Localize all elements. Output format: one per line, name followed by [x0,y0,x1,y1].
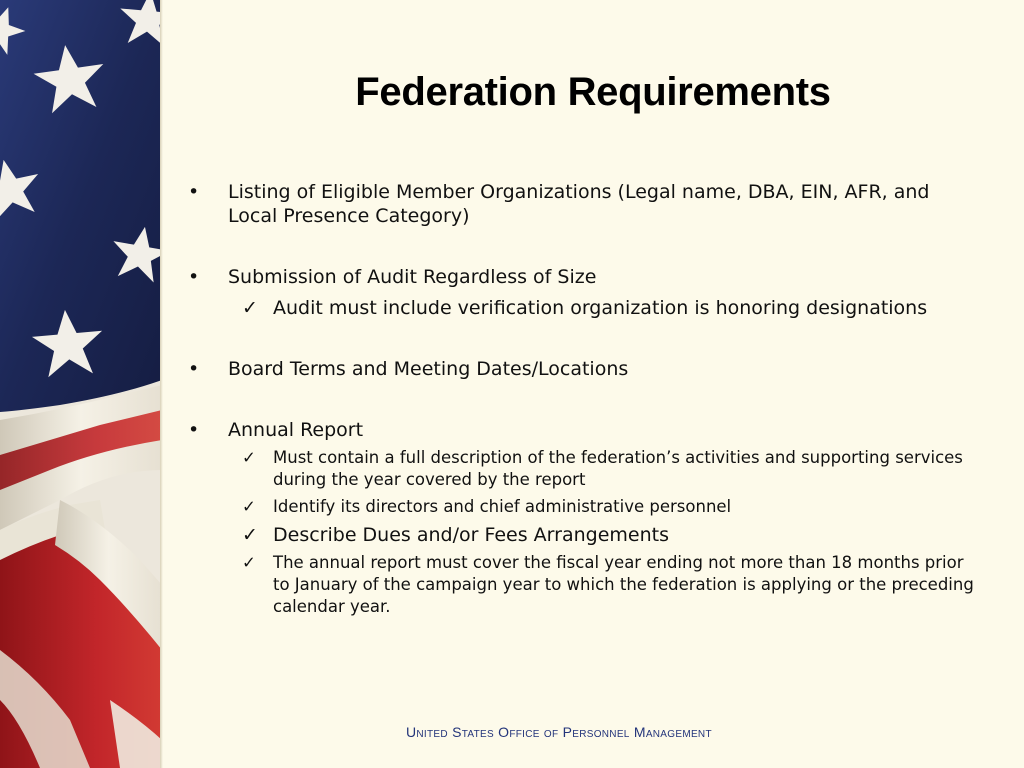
bullet-item [188,357,978,381]
checkmark-icon: ✓ [242,524,258,546]
bullet-text: Board Terms and Meeting Dates/Locations [228,358,629,380]
bullet-marker: • [188,419,200,441]
sub-item-text: Describe Dues and/or Fees Arrangements [273,524,669,546]
sub-item [188,552,978,618]
sub-item-text: The annual report must cover the fiscal year ending not more than 18 months prior to January of the campaign year to which the federation is applying or the preceding calendar year. [273,553,974,616]
sub-item [188,496,978,518]
checkmark-icon: ✓ [242,448,256,467]
bullet-item [188,180,978,228]
bullet-marker: • [188,266,200,288]
bullet-marker: • [188,181,200,203]
sub-item-text: Identify its directors and chief administrative personnel [273,497,732,516]
panel-divider [160,0,163,768]
bullet-item [188,418,978,442]
sub-item-text: Must contain a full description of the federation’s activities and supporting services during the year covered by the report [273,448,963,489]
checkmark-icon: ✓ [242,553,256,572]
footer-text: United States Office of Personnel Management [406,724,712,740]
sub-item-text: Audit must include verification organization is honoring designations [273,297,928,319]
american-flag-image [0,0,162,768]
bullet-marker: • [188,358,200,380]
slide-title: Federation Requirements [355,70,831,114]
checkmark-icon: ✓ [242,297,258,319]
sub-item [188,296,978,320]
bullet-text: Submission of Audit Regardless of Size [228,266,597,288]
bullet-item [188,265,978,289]
bullet-text: Annual Report [228,419,364,441]
bullet-text: Listing of Eligible Member Organizations (Legal name, DBA, EIN, AFR, and Local Presence Category) [228,181,930,227]
slide-content [188,180,978,618]
checkmark-icon: ✓ [242,497,256,516]
sub-item [188,447,978,491]
sub-item [188,523,978,547]
